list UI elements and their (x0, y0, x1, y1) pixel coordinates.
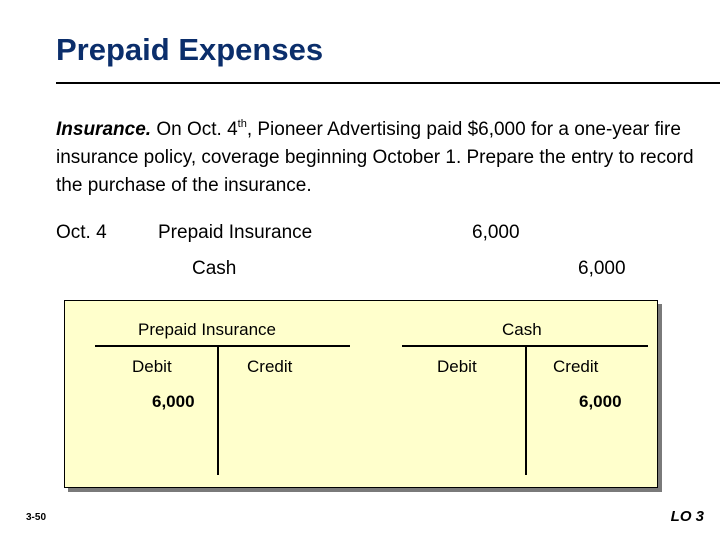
debit-label: Debit (132, 357, 172, 376)
t-accounts-panel (64, 300, 658, 488)
t-account-vertical-line (525, 345, 527, 475)
debit-label: Debit (437, 357, 477, 376)
paragraph-superscript: th (237, 118, 247, 130)
credit-value: 6,000 (579, 392, 622, 411)
t-account-vertical-line (217, 345, 219, 475)
t-account-title: Cash (502, 320, 542, 339)
journal-date: Oct. 4 (56, 222, 107, 243)
learning-objective: LO 3 (670, 508, 704, 525)
paragraph-text-a: On Oct. 4 (151, 119, 238, 140)
journal-credit-account: Cash (192, 258, 237, 279)
credit-label: Credit (553, 357, 599, 376)
problem-paragraph (56, 116, 696, 200)
title-divider (56, 82, 720, 84)
paragraph-text-b: , Pioneer Advertising paid $6,000 for a one-year fire insurance policy, coverage beginning October 1. Prepare the entry to record the purchase of the insurance. (56, 119, 694, 196)
t-account-title: Prepaid Insurance (138, 320, 276, 339)
paragraph-lead: Insurance. (56, 119, 152, 140)
slide-title: Prepaid Expenses (56, 32, 324, 67)
credit-label: Credit (247, 357, 293, 376)
slide-number: 3-50 (26, 512, 47, 523)
debit-value: 6,000 (152, 392, 195, 411)
journal-credit-amount: 6,000 (578, 258, 626, 279)
journal-debit-account: Prepaid Insurance (158, 222, 313, 243)
journal-debit-amount: 6,000 (472, 222, 520, 243)
t-account-horizontal-line (95, 345, 350, 347)
